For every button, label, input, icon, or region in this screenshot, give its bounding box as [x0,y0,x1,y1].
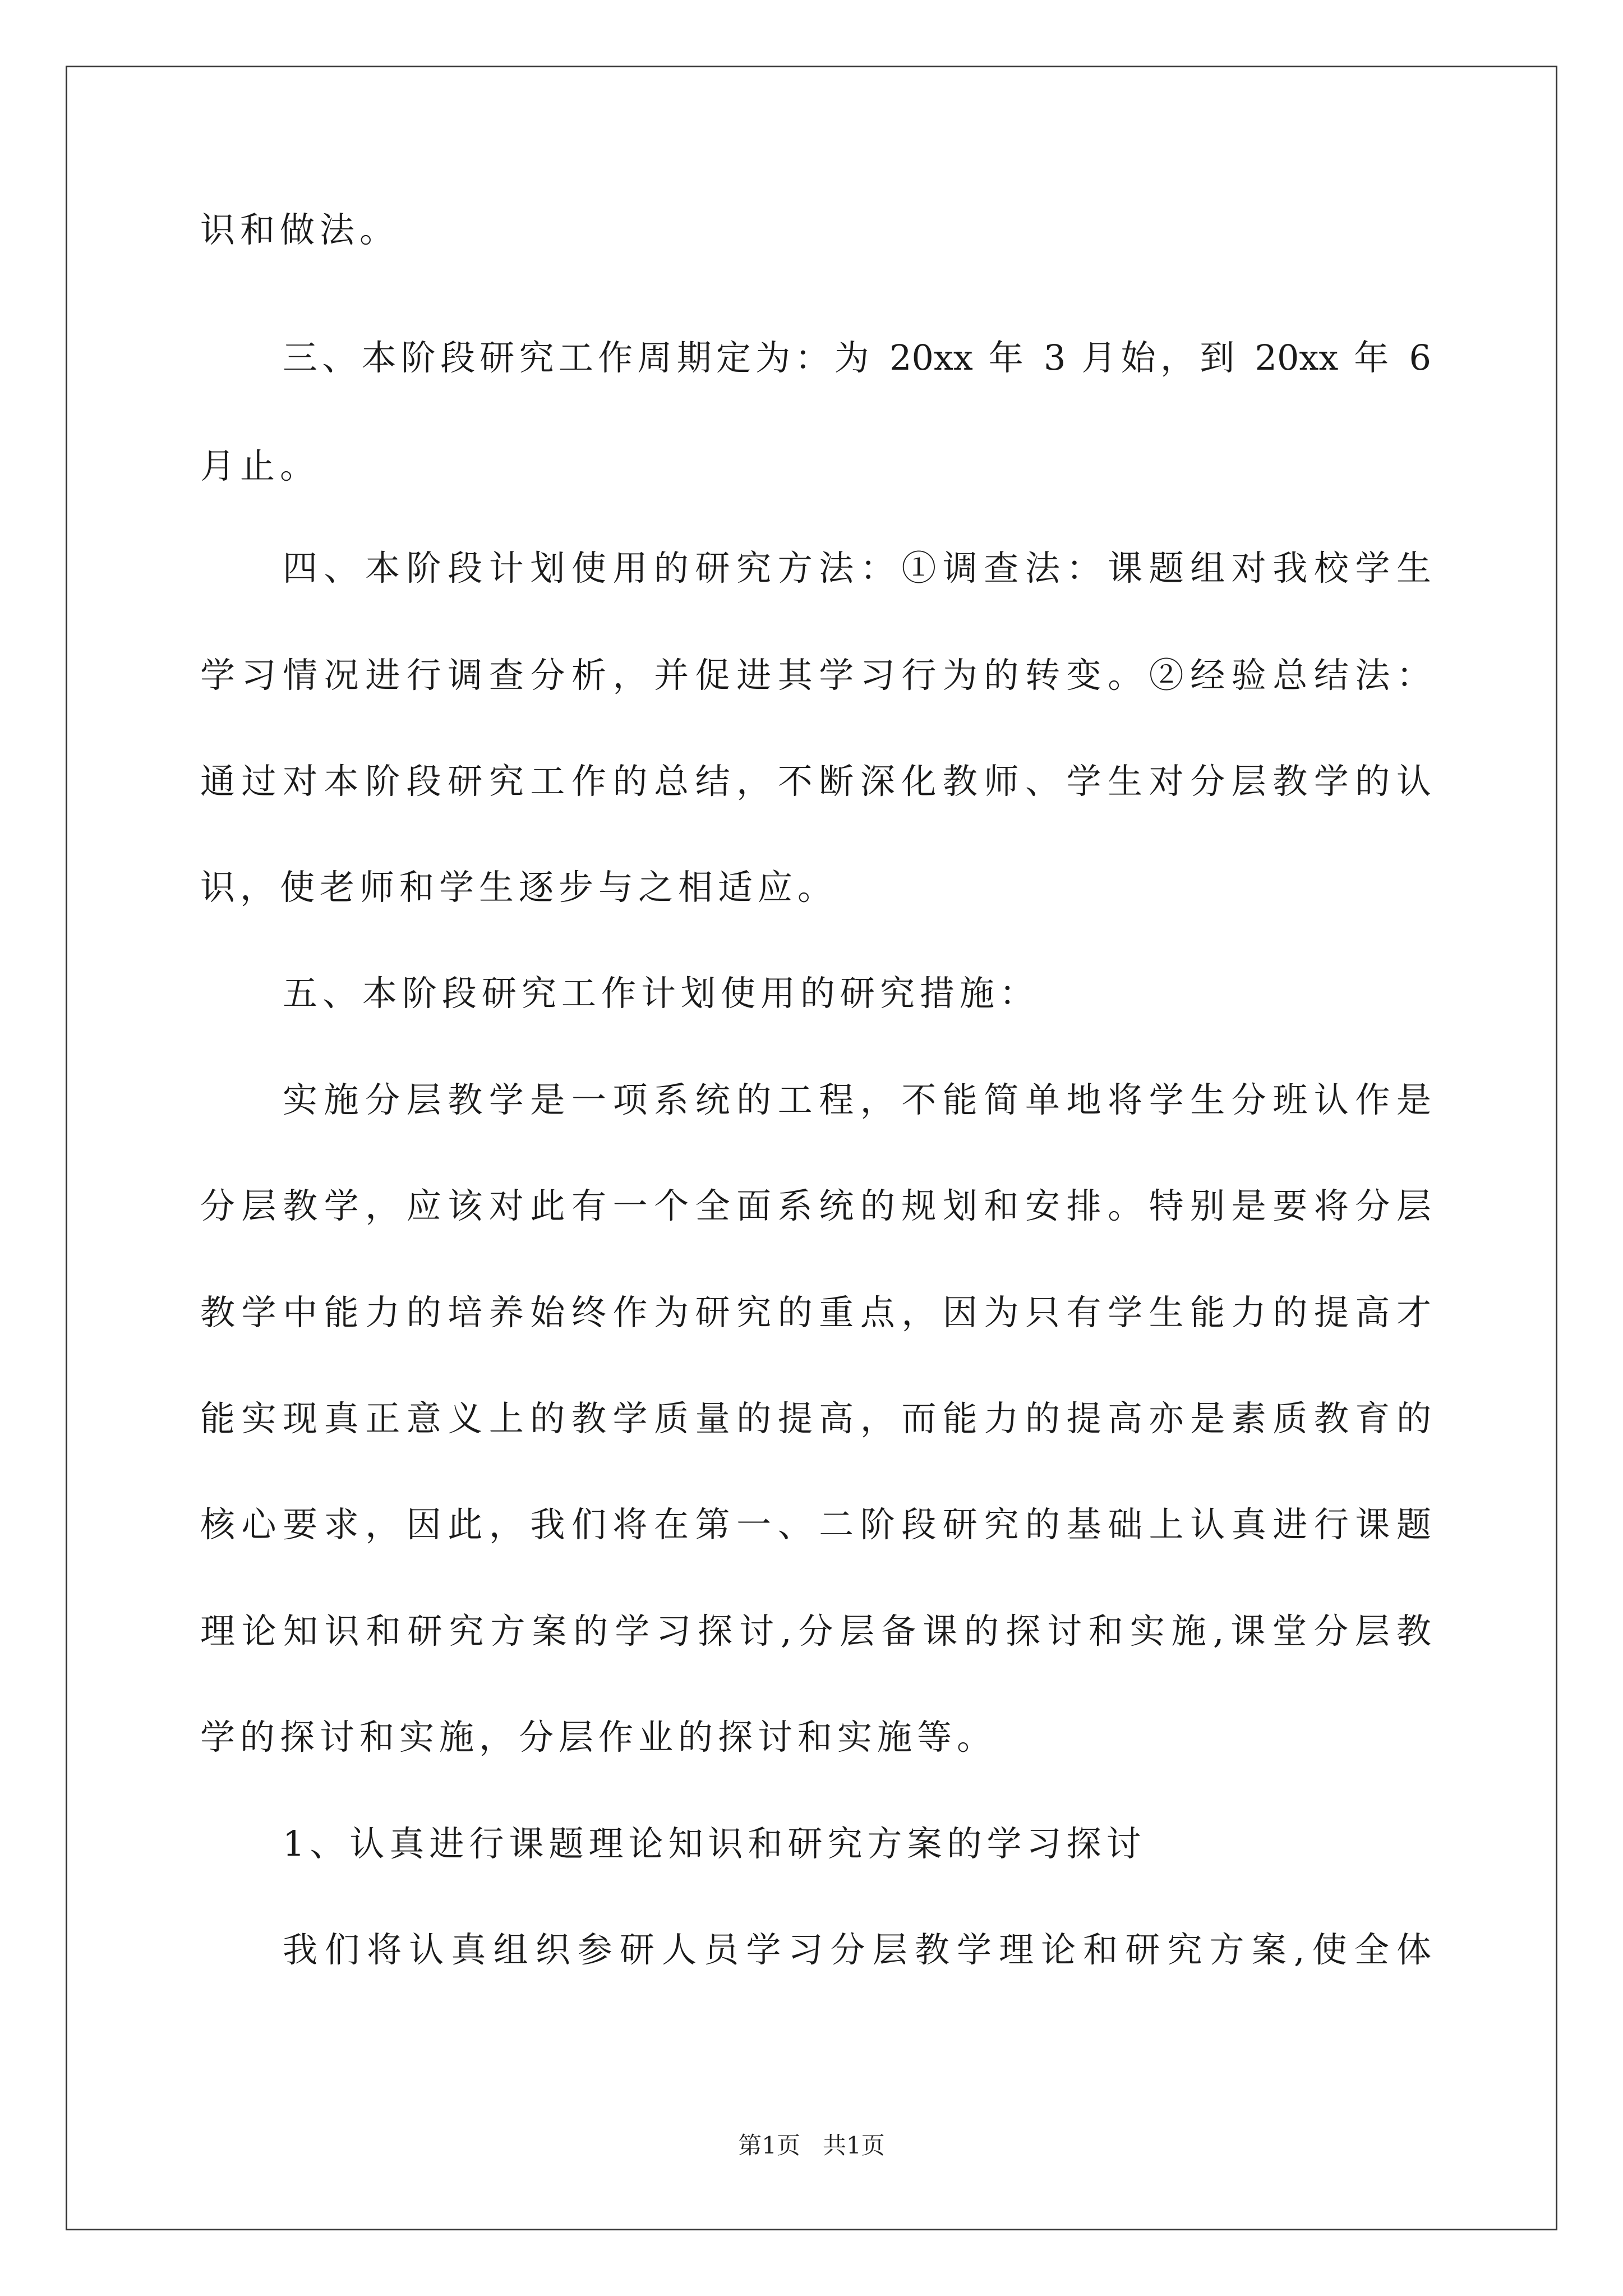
section-heading: 1、认真进行课题理论知识和研究方案的学习探讨 [283,1823,1146,1864]
paragraph-line: 识，使老师和学生逐步与之相适应。 [200,867,838,908]
paragraph-line: 学习情况进行调查分析，并促进其学习行为的转变。②经验总结法： [200,655,1431,696]
page-footer [0,2132,1623,2160]
paragraph-line: 识和做法。 [200,209,400,250]
page-number-label: 第1页 共1页 [738,2132,885,2159]
paragraph-line: 实施分层教学是一项系统的工程，不能简单地将学生分班认作是 [283,1079,1431,1120]
paragraph-line: 分层教学，应该对此有一个全面系统的规划和安排。特别是要将分层 [200,1185,1431,1226]
paragraph-line: 我们将认真组织参研人员学习分层教学理论和研究方案,使全体 [283,1929,1431,1970]
paragraph-line: 核心要求，因此，我们将在第一、二阶段研究的基础上认真进行课题 [200,1504,1431,1545]
paragraph-line: 学的探讨和实施，分层作业的探讨和实施等。 [200,1717,997,1757]
paragraph-line: 教学中能力的培养始终作为研究的重点，因为只有学生能力的提高才 [200,1292,1431,1333]
paragraph-line: 理论知识和研究方案的学习探讨,分层备课的探讨和实施,课堂分层教 [200,1611,1431,1651]
paragraph-line: 四、本阶段计划使用的研究方法：①调查法：课题组对我校学生 [283,547,1431,588]
paragraph-line: 月止。 [200,445,320,486]
paragraph-line: 三、本阶段研究工作周期定为：为 20xx 年 3 月始，到 20xx 年 6 [283,337,1431,378]
paragraph-line: 能实现真正意义上的教学质量的提高，而能力的提高亦是素质教育的 [200,1398,1431,1439]
paragraph-line: 五、本阶段研究工作计划使用的研究措施： [283,973,1040,1014]
page-border [66,66,1557,2230]
paragraph-line: 通过对本阶段研究工作的总结，不断深化教师、学生对分层教学的认 [200,761,1431,802]
